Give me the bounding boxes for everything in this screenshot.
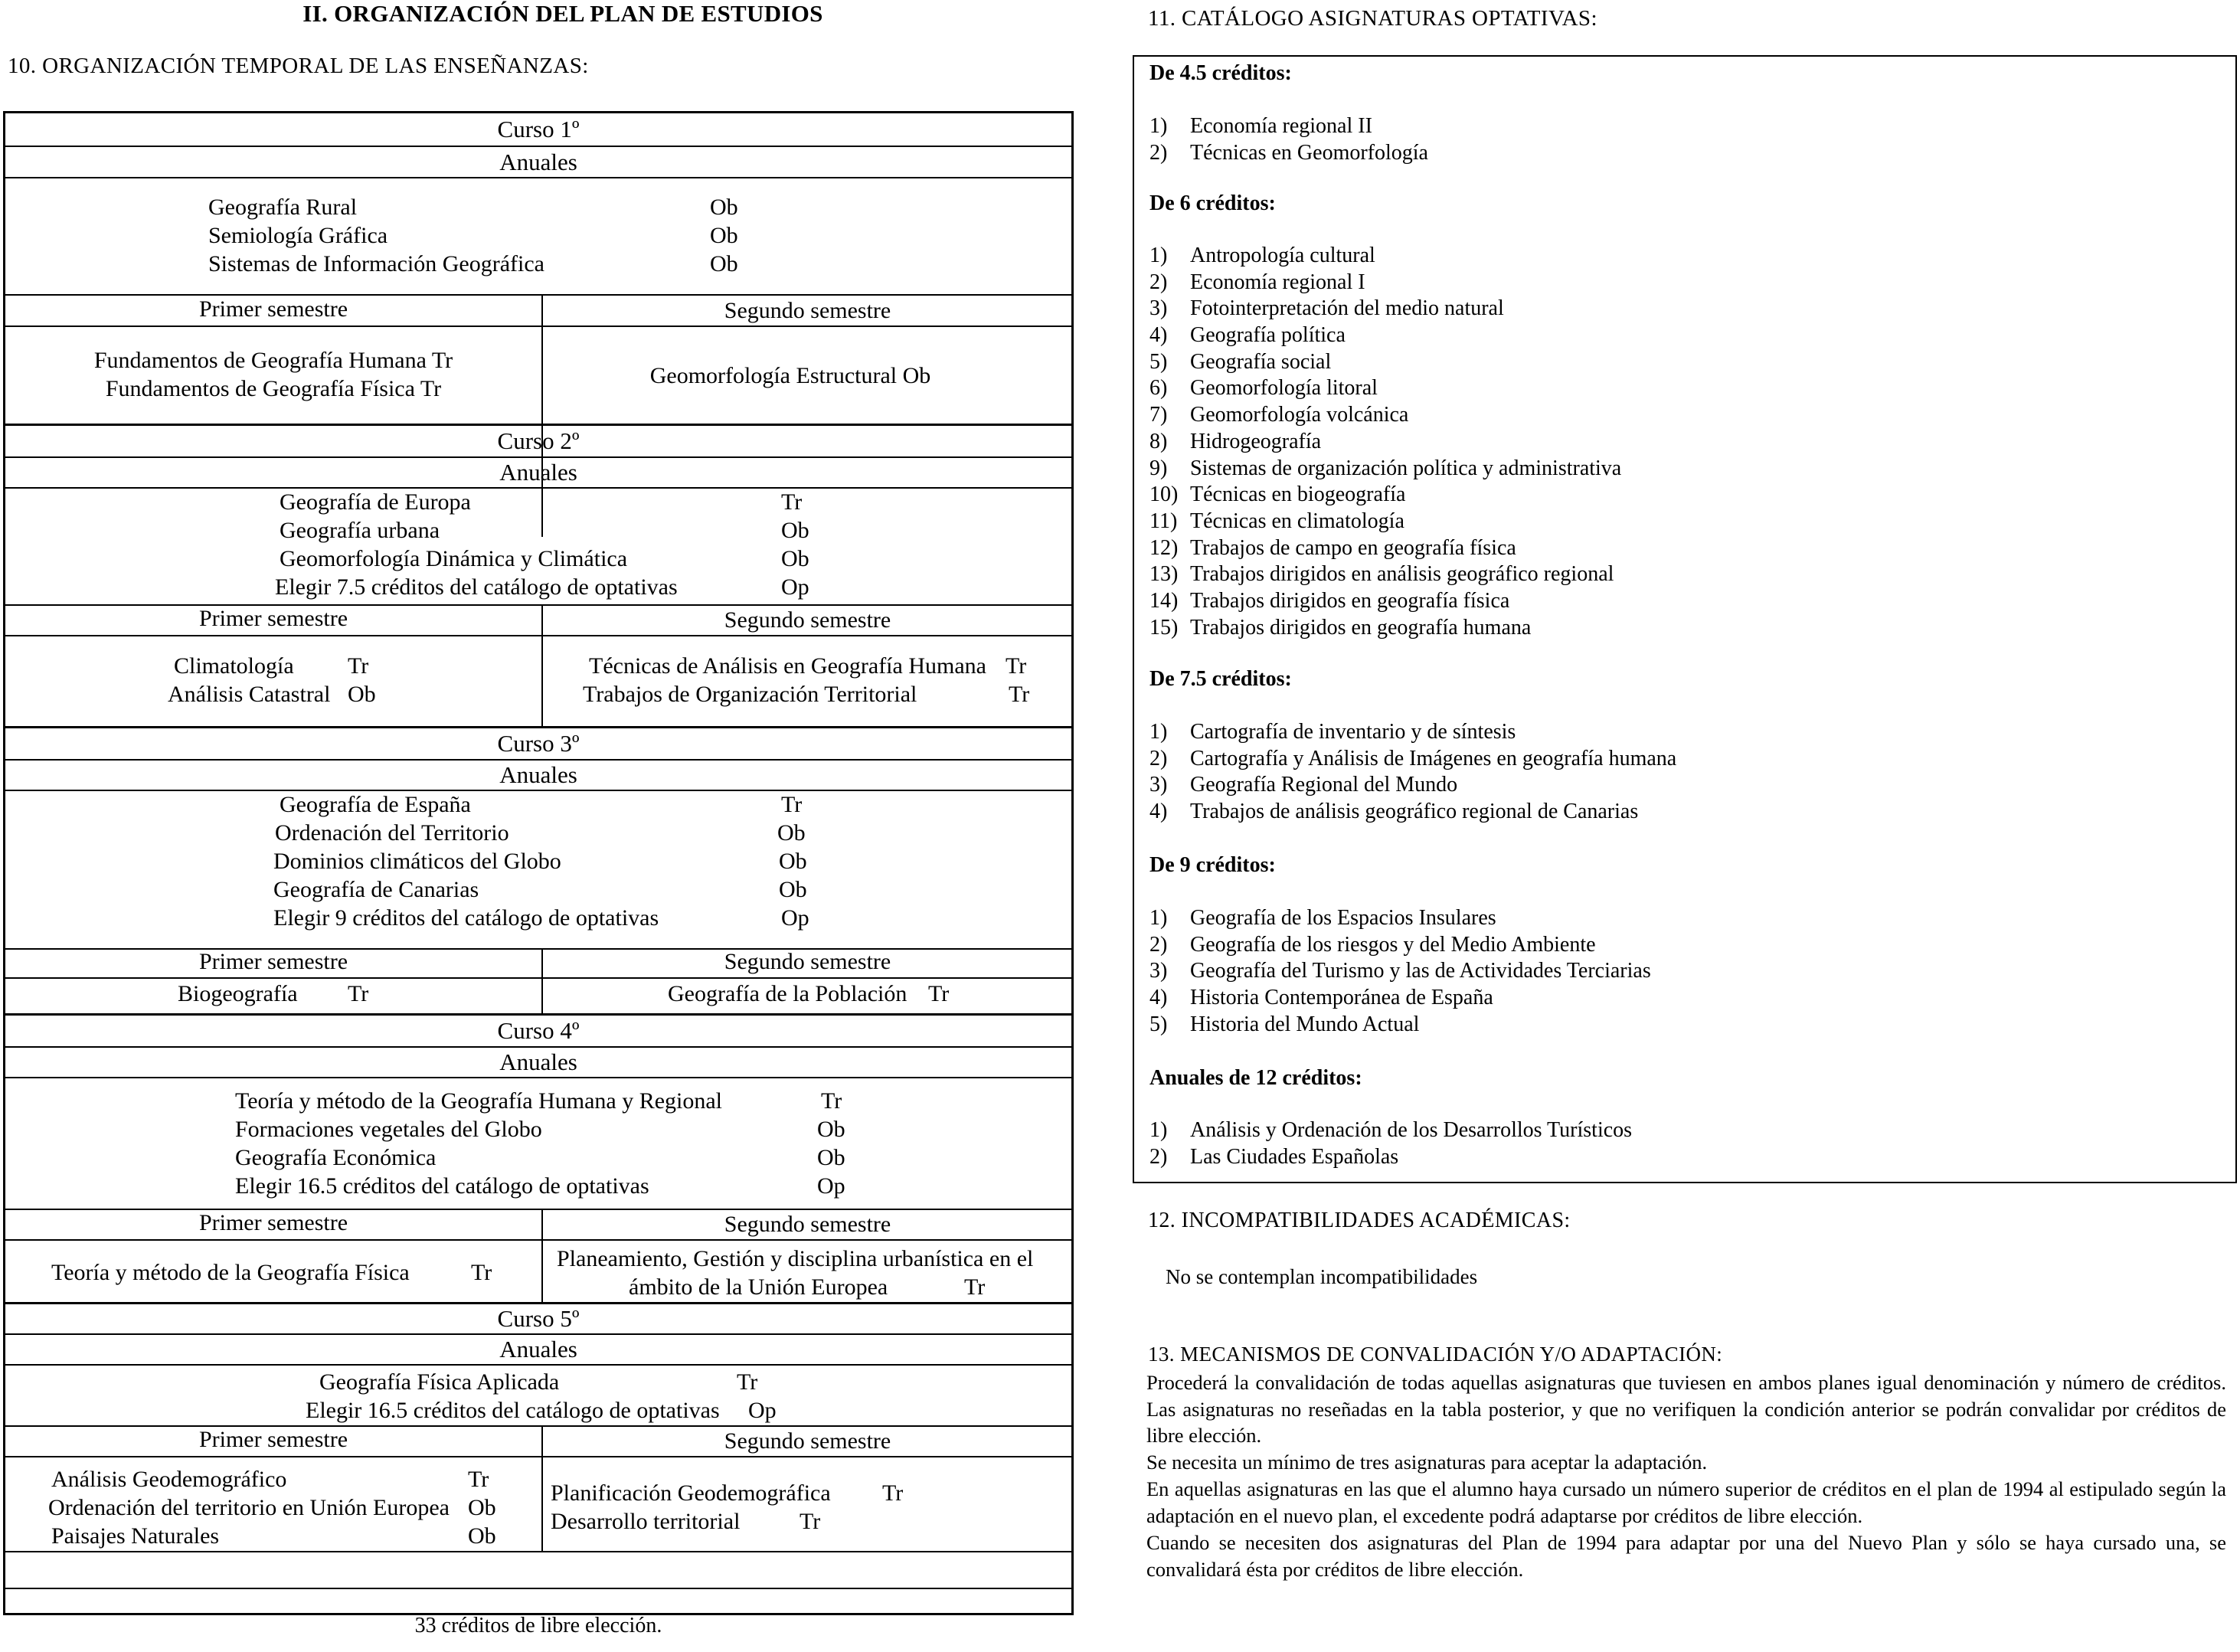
libre-eleccion-note: 33 créditos de libre elección.	[414, 1614, 662, 1637]
course-2-annual-1: Geografía de Europa	[280, 489, 471, 515]
optativas-catalog	[1133, 55, 2237, 1183]
course-1-title: Curso 1º	[5, 113, 1071, 147]
list-item: 2) Geografía de los riesgos y del Medio Ambiente	[1149, 932, 1596, 957]
list-item: 4) Historia Contemporánea de España	[1149, 986, 1493, 1010]
catalog-list-4-5	[1149, 113, 1428, 166]
course-4-sem1-item-1: Teoría y método de la Geografía Física	[51, 1260, 410, 1285]
course-5-sem1-item-3-type: Ob	[468, 1523, 496, 1549]
course-1-sem1-item-1: Fundamentos de Geografía Humana Tr	[93, 348, 453, 373]
course-4-anuales-label: Anuales	[5, 1048, 1071, 1078]
section-13-paragraph-2: Se necesita un mínimo de tres asignaturas para aceptar la adaptación.	[1146, 1451, 1708, 1474]
list-item: 3) Fotointerpretación del medio natural	[1149, 296, 1504, 321]
course-3-sem1-item-1-type: Tr	[348, 981, 369, 1006]
course-4-sem1-item-1-type: Tr	[471, 1260, 492, 1285]
course-3-sem2-item-1: Geografía de la Población	[668, 981, 907, 1006]
list-item: 1) Economía regional II	[1149, 114, 1372, 138]
list-item: 3) Geografía Regional del Mundo	[1149, 773, 1458, 797]
course-1-sem1-item-2: Fundamentos de Geografía Física Tr	[105, 376, 442, 401]
course-5-title: Curso 5º	[5, 1304, 1071, 1335]
course-2-sem1-item-1-type: Tr	[348, 653, 369, 679]
catalog-list-7-5	[1149, 719, 1676, 826]
course-5-sem1-label: Primer semestre	[198, 1427, 348, 1452]
course-1-anuales-label: Anuales	[5, 147, 1071, 178]
course-1-annual-1: Geografía Rural	[208, 195, 358, 220]
course-3-annual-5-type: Op	[781, 905, 809, 931]
course-5-sem1-item-1-type: Tr	[468, 1467, 489, 1492]
list-item: 2) Cartografía y Análisis de Imágenes en geografía humana	[1149, 746, 1677, 770]
course-3-annual-3: Dominios climáticos del Globo	[273, 849, 561, 874]
course-5-annual-1: Geografía Física Aplicada	[319, 1369, 560, 1395]
page-title: II. ORGANIZACIÓN DEL PLAN DE ESTUDIOS	[302, 0, 823, 27]
course-4-sem2-label: Segundo semestre	[724, 1212, 891, 1237]
course-5-annual-2: Elegir 16.5 créditos del catálogo de optativas	[306, 1398, 720, 1423]
section-13-paragraph-3: En aquellas asignaturas en las que el alumno haya cursado un número superior de créditos en el plan de 1994 al estipulado según la adaptación en el nuevo plan, el excedente podrá adaptarse por créditos de libre elección.	[1146, 1477, 2226, 1527]
course-2-annual-2: Geografía urbana	[280, 518, 440, 543]
course-4-annual-4-type: Op	[817, 1173, 845, 1199]
course-4-annual-3: Geografía Económica	[235, 1145, 437, 1170]
course-2-title: Curso 2º	[5, 426, 1071, 458]
course-5-sem2-item-2: Desarrollo territorial	[551, 1509, 741, 1534]
course-3-annual-4-type: Ob	[779, 877, 807, 902]
course-3-annual-4: Geografía de Canarias	[273, 877, 479, 902]
list-item: 5) Historia del Mundo Actual	[1149, 1012, 1420, 1036]
course-4-annual-3-type: Ob	[817, 1145, 845, 1170]
course-4-annual-2-type: Ob	[817, 1117, 845, 1142]
course-2-annual-4: Elegir 7.5 créditos del catálogo de optativas	[275, 574, 678, 600]
course-1-annual-1-type: Ob	[710, 195, 738, 220]
course-3-annual-5: Elegir 9 créditos del catálogo de optativas	[273, 905, 659, 931]
course-1-annual-2-type: Ob	[710, 223, 738, 248]
course-1-annual-3-type: Ob	[710, 251, 738, 276]
course-3-annual-1-type: Tr	[781, 792, 803, 817]
course-2-annual-3-type: Ob	[781, 546, 809, 571]
course-2-sem1-label: Primer semestre	[198, 606, 348, 631]
list-item: 1) Geografía de los Espacios Insulares	[1149, 906, 1496, 930]
course-5-sem1-item-2-type: Ob	[468, 1495, 496, 1520]
course-3-title: Curso 3º	[5, 728, 1071, 761]
list-item: 10) Técnicas en biogeografía	[1149, 483, 1406, 507]
course-2-sem1-item-2: Análisis Catastral	[168, 682, 331, 707]
course-3-annual-2-type: Ob	[777, 820, 806, 846]
course-3-sem1-label: Primer semestre	[198, 949, 348, 974]
list-item: 4) Trabajos de análisis geográfico regional de Canarias	[1149, 800, 1639, 824]
course-2-sem1-item-1: Climatología	[174, 653, 294, 679]
course-2-sem2-item-2: Trabajos de Organización Territorial	[583, 682, 917, 707]
course-5-sem1-item-3: Paisajes Naturales	[51, 1523, 220, 1549]
course-4-sem2-item-2: ámbito de la Unión Europea	[629, 1274, 888, 1300]
section-12-title: 12. INCOMPATIBILIDADES ACADÉMICAS:	[1148, 1209, 1571, 1232]
section-13-paragraph-1: Procederá la convalidación de todas aquellas asignaturas que tuviesen en ambos planes igual denominación y número de créditos. Las asignaturas no reseñadas en la tabla posterior, y que no verifiquen la condición anterior se podrán convalidar por créditos de libre elección.	[1146, 1371, 2226, 1447]
course-5-sem2-label: Segundo semestre	[724, 1428, 891, 1454]
course-3-sem2-item-1-type: Tr	[928, 981, 950, 1006]
list-item: 1) Antropología cultural	[1149, 244, 1375, 267]
course-4-title: Curso 4º	[5, 1016, 1071, 1048]
list-item: 12) Trabajos de campo en geografía física	[1149, 535, 1516, 560]
section-12-text: No se contemplan incompatibilidades	[1166, 1265, 1478, 1288]
course-4-annual-1-type: Tr	[821, 1088, 842, 1114]
list-item: 1) Cartografía de inventario y de síntesis	[1149, 720, 1516, 744]
course-5-anuales-label: Anuales	[5, 1335, 1071, 1366]
course-3-sem2-label: Segundo semestre	[724, 949, 891, 974]
section-13-paragraph-4: Cuando se necesiten dos asignaturas del Plan de 1994 para adaptar por una del Nuevo Plan y sólo se haya cursado una, se convalidará ésta por créditos de libre elección.	[1146, 1531, 2226, 1581]
course-3-anuales-label: Anuales	[5, 761, 1071, 791]
course-4-sem2-item-2-type: Tr	[964, 1274, 986, 1300]
list-item: 8) Hidrogeografía	[1149, 429, 1322, 453]
catalog-list-6	[1149, 243, 1621, 641]
course-2-annual-3: Geomorfología Dinámica y Climática	[280, 546, 628, 571]
list-item: 15) Trabajos dirigidos en geografía humana	[1149, 615, 1532, 640]
course-3-sem1-item-1: Biogeografía	[178, 981, 298, 1006]
course-5-annual-2-type: Op	[748, 1398, 777, 1423]
list-item: 6) Geomorfología litoral	[1149, 376, 1378, 401]
list-item: 11) Técnicas en climatología	[1149, 509, 1404, 533]
course-organization-table	[3, 111, 1074, 1637]
section-13-title: 13. MECANISMOS DE CONVALIDACIÓN Y/O ADAPTACIÓN:	[1148, 1343, 1723, 1366]
list-item: 4) Geografía política	[1149, 323, 1346, 348]
list-item: 9) Sistemas de organización política y administrativa	[1149, 456, 1622, 480]
catalog-list-9	[1149, 905, 1651, 1038]
course-2-sem1-item-2-type: Ob	[348, 682, 376, 707]
catalog-heading-6: De 6 créditos:	[1149, 191, 1276, 215]
list-item: 2) Economía regional I	[1149, 270, 1365, 294]
list-item: 1) Análisis y Ordenación de los Desarrollos Turísticos	[1149, 1118, 1633, 1142]
catalog-heading-anuales-12: Anuales de 12 créditos:	[1149, 1066, 1362, 1090]
course-5-sem2-item-1: Planificación Geodemográfica	[551, 1480, 831, 1506]
list-item: 14) Trabajos dirigidos en geografía física	[1149, 588, 1510, 613]
catalog-heading-7-5: De 7.5 créditos:	[1149, 667, 1292, 691]
course-1-annual-2: Semiología Gráfica	[208, 223, 388, 248]
section-10-title: 10. ORGANIZACIÓN TEMPORAL DE LAS ENSEÑANZAS:	[8, 54, 589, 78]
course-1-sem2-item-1: Geomorfología Estructural Ob	[649, 363, 931, 388]
course-4-sem2-item-1: Planeamiento, Gestión y disciplina urbanística en el	[557, 1246, 1034, 1271]
course-1-annual-3: Sistemas de Información Geográfica	[208, 251, 544, 276]
list-item: 5) Geografía social	[1149, 349, 1332, 374]
course-5-annual-1-type: Tr	[737, 1369, 758, 1395]
section-11-title: 11. CATÁLOGO ASIGNATURAS OPTATIVAS:	[1148, 6, 1597, 31]
course-4-annual-4: Elegir 16.5 créditos del catálogo de optativas	[235, 1173, 649, 1199]
course-2-sem2-label: Segundo semestre	[724, 607, 891, 633]
course-4-sem1-label: Primer semestre	[198, 1210, 348, 1235]
list-item: 3) Geografía del Turismo y las de Actividades Terciarias	[1149, 959, 1651, 983]
catalog-list-anuales-12	[1149, 1117, 1632, 1170]
catalog-heading-9: De 9 créditos:	[1149, 853, 1276, 877]
course-2-sem2-item-1-type: Tr	[1006, 653, 1027, 679]
course-5-sem1-item-2: Ordenación del territorio en Unión Europea	[48, 1495, 450, 1520]
course-2-sem2-item-2-type: Tr	[1009, 682, 1030, 707]
course-3-annual-1: Geografía de España	[280, 792, 471, 817]
course-2-anuales-label: Anuales	[5, 458, 1071, 489]
list-item: 2) Las Ciudades Españolas	[1149, 1144, 1399, 1169]
list-item: 13) Trabajos dirigidos en análisis geográfico regional	[1149, 562, 1614, 587]
course-1-sem2-label: Segundo semestre	[724, 298, 891, 323]
course-5-sem2-item-1-type: Tr	[882, 1480, 904, 1506]
course-4-annual-2: Formaciones vegetales del Globo	[235, 1117, 542, 1142]
course-3-annual-2: Ordenación del Territorio	[275, 820, 509, 846]
course-4-annual-1: Teoría y método de la Geografía Humana y Regional	[235, 1088, 723, 1114]
course-2-annual-2-type: Ob	[781, 518, 809, 543]
course-2-sem2-item-1: Técnicas de Análisis en Geografía Humana	[589, 653, 986, 679]
course-3-annual-3-type: Ob	[779, 849, 807, 874]
course-5-sem1-item-1: Análisis Geodemográfico	[51, 1467, 287, 1492]
course-2-annual-4-type: Op	[781, 574, 809, 600]
course-2-annual-1-type: Tr	[781, 489, 803, 515]
catalog-heading-4-5: De 4.5 créditos:	[1149, 61, 1292, 85]
course-1-sem1-label: Primer semestre	[198, 296, 348, 322]
list-item: 7) Geomorfología volcánica	[1149, 403, 1409, 427]
list-item: 2) Técnicas en Geomorfología	[1149, 140, 1428, 165]
course-5-sem2-item-2-type: Tr	[800, 1509, 821, 1534]
